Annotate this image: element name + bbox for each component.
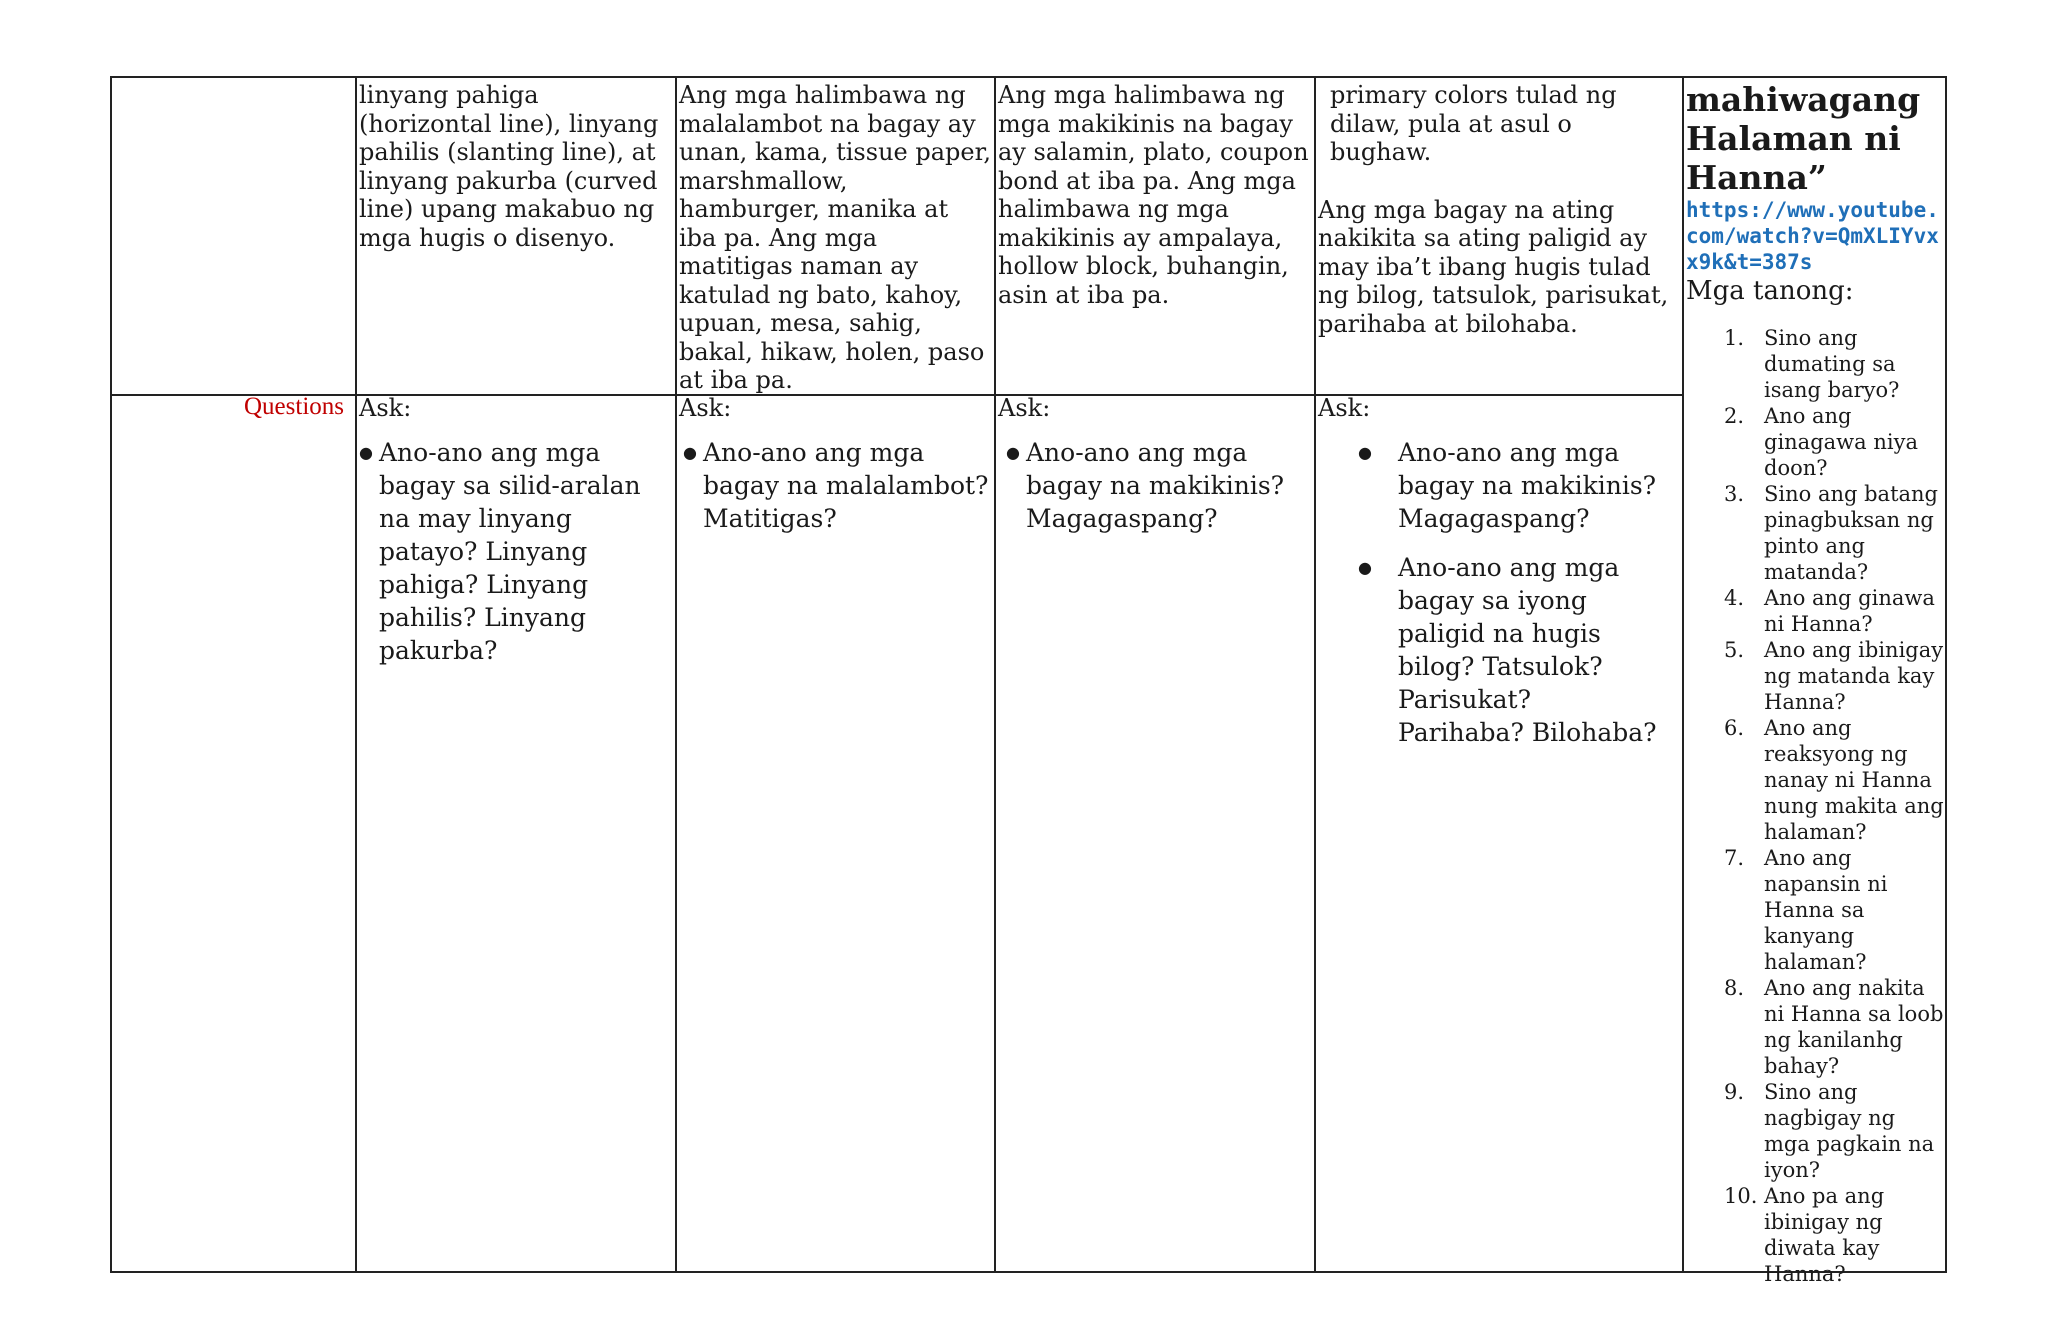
row1-col5-cell xyxy=(1318,81,1680,338)
bullet-list xyxy=(1318,436,1658,749)
question-item: 10. Ano pa ang ibinigay ng diwata kay Hanna? xyxy=(1724,1184,1885,1286)
question-item: 5. Ano ang ibinigay ng matanda kay Hanna? xyxy=(1724,638,1944,714)
list-item: ● Ano-ano ang mga bagay sa silid-aralan na may linyang patayo? Linyang pahiga? Linyang pahilis? Linyang pakurba? xyxy=(359,436,671,667)
bullet-list xyxy=(679,436,991,535)
row1-col4-cell xyxy=(998,81,1312,309)
ask-label: Ask: xyxy=(1318,394,1371,422)
row1-col2-text: linyang pahiga (horizontal line), linyang pahilis (slanting line), at linyang pakurba (curved line) upang makabuo ng mga hugis o disenyo. xyxy=(359,81,659,252)
question-item: 8. Ano ang nakita ni Hanna sa loob ng kanilanhg bahay? xyxy=(1724,976,1944,1078)
story-cell xyxy=(1686,80,1946,1287)
column-divider xyxy=(1682,78,1684,1271)
questions-list xyxy=(1686,325,1946,1287)
list-item: ● Ano-ano ang mga bagay na makikinis? Magagaspang? xyxy=(1318,436,1658,535)
lesson-table xyxy=(110,76,1947,1286)
list-item: ● Ano-ano ang mga bagay sa iyong paligid na hugis bilog? Tatsulok? Parisukat? Parihaba? Bilohaba? xyxy=(1318,551,1658,749)
column-divider xyxy=(1314,78,1316,1271)
story-title: mahiwagang Halaman ni Hanna” xyxy=(1686,80,1921,197)
question-item: 6. Ano ang reaksyong ng nanay ni Hanna nung makita ang halaman? xyxy=(1724,716,1944,844)
column-divider xyxy=(355,78,357,1271)
video-link[interactable]: https://www.youtube.com/watch?v=QmXLIYvxx9k&t=387s xyxy=(1686,198,1939,274)
question-item: 7. Ano ang napansin ni Hanna sa kanyang halaman? xyxy=(1724,846,1888,974)
row1-col5-text-2: Ang mga bagay na ating nakikita sa ating paligid ay may iba’t ibang hugis tulad ng bilog, tatsulok, parisukat, parihaba at bilohaba. xyxy=(1318,195,1669,338)
row1-col3-cell xyxy=(679,81,993,395)
bullet-list xyxy=(359,436,671,667)
ask-label: Ask: xyxy=(679,394,732,422)
question-item: 2. Ano ang ginagawa niya doon? xyxy=(1724,404,1918,480)
bullet-list xyxy=(998,436,1310,535)
row2-col4-cell xyxy=(998,394,1310,535)
question-item: 4. Ano ang ginawa ni Hanna? xyxy=(1724,586,1935,636)
row1-col4-text: Ang mga halimbawa ng mga makikinis na bagay ay salamin, plato, coupon bond at iba pa. Ang mga halimbawa ng mga makikinis ay ampalaya, hollow block, buhangin, asin at iba pa. xyxy=(998,81,1309,309)
row2-col2-cell xyxy=(359,394,671,667)
row2-col3-cell xyxy=(679,394,991,535)
question-item: 3. Sino ang batang pinagbuksan ng pinto ang matanda? xyxy=(1724,482,1938,584)
ask-label: Ask: xyxy=(359,394,412,422)
question-item: 9. Sino ang nagbigay ng mga pagkain na iyon? xyxy=(1724,1080,1935,1182)
questions-label: Questions xyxy=(244,393,344,420)
list-item: ● Ano-ano ang mga bagay na makikinis? Magagaspang? xyxy=(1006,436,1310,535)
question-item: 1. Sino ang dumating sa isang baryo? xyxy=(1724,326,1900,402)
questions-heading: Mga tanong: xyxy=(1686,276,1854,306)
row1-col3-text: Ang mga halimbawa ng malalambot na bagay ay unan, kama, tissue paper, marshmallow, hamburger, manika at iba pa. Ang mga matitigas naman ay katulad ng bato, kahoy, upuan, mesa, sahig, bakal, hikaw, holen, paso at iba pa. xyxy=(679,81,992,394)
row1-col5-text-1: primary colors tulad ng dilaw, pula at asul o bughaw. xyxy=(1330,81,1617,166)
column-divider xyxy=(675,78,677,1271)
ask-label: Ask: xyxy=(998,394,1051,422)
list-item: ● Ano-ano ang mga bagay na malalambot? Matitigas? xyxy=(683,436,991,535)
column-divider xyxy=(994,78,996,1271)
row2-col5-cell xyxy=(1318,394,1658,765)
row1-col2-cell xyxy=(359,81,673,252)
